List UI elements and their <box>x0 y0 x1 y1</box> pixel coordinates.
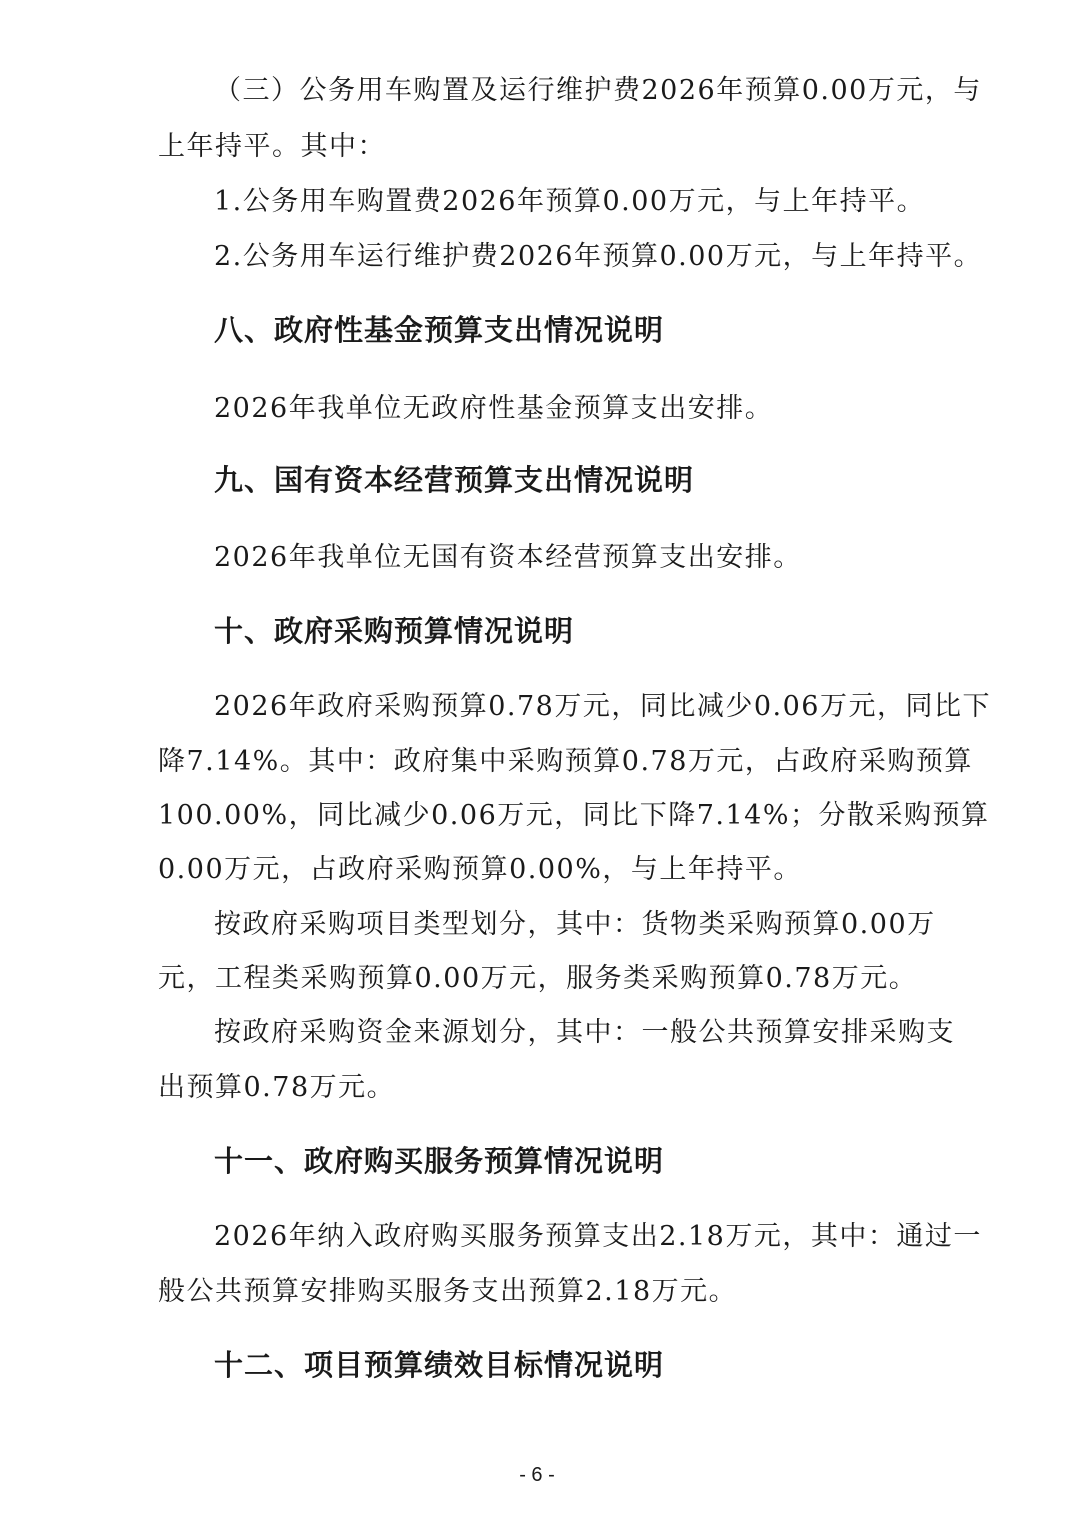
paragraph-line: 般公共预算安排购买服务支出预算2.18万元。 <box>158 1276 738 1307</box>
section-heading: 十二、项目预算绩效目标情况说明 <box>214 1348 665 1382</box>
paragraph-line: 100.00%，同比减少0.06万元，同比下降7.14%；分散采购预算 <box>158 800 990 831</box>
paragraph-line: 按政府采购项目类型划分，其中：货物类采购预算0.00万 <box>214 909 936 940</box>
paragraph-line: 2026年政府采购预算0.78万元，同比减少0.06万元，同比下 <box>214 691 991 722</box>
page-number: - 6 - <box>519 1464 555 1486</box>
paragraph-line: 2026年我单位无国有资本经营预算支出安排。 <box>214 542 802 573</box>
paragraph-line: 0.00万元，占政府采购预算0.00%，与上年持平。 <box>158 854 802 885</box>
paragraph-line: 元，工程类采购预算0.00万元，服务类采购预算0.78万元。 <box>158 963 918 994</box>
paragraph-line: （三）公务用车购置及运行维护费2026年预算0.00万元，与 <box>214 75 982 106</box>
paragraph-line: 2026年纳入政府购买服务预算支出2.18万元，其中：通过一 <box>214 1221 982 1252</box>
section-heading: 九、国有资本经营预算支出情况说明 <box>214 463 695 497</box>
paragraph-line: 1.公务用车购置费2026年预算0.00万元，与上年持平。 <box>214 186 926 217</box>
paragraph-line: 上年持平。其中： <box>158 131 386 162</box>
paragraph-line: 2026年我单位无政府性基金预算支出安排。 <box>214 393 774 424</box>
paragraph-line: 2.公务用车运行维护费2026年预算0.00万元，与上年持平。 <box>214 241 983 272</box>
section-heading: 十一、政府购买服务预算情况说明 <box>214 1144 665 1178</box>
section-heading: 八、政府性基金预算支出情况说明 <box>214 313 665 347</box>
section-heading: 十、政府采购预算情况说明 <box>214 614 575 648</box>
paragraph-line: 出预算0.78万元。 <box>158 1072 396 1103</box>
paragraph-line: 按政府采购资金来源划分，其中：一般公共预算安排采购支 <box>214 1017 955 1048</box>
paragraph-line: 降7.14%。其中：政府集中采购预算0.78万元，占政府采购预算 <box>158 746 973 777</box>
